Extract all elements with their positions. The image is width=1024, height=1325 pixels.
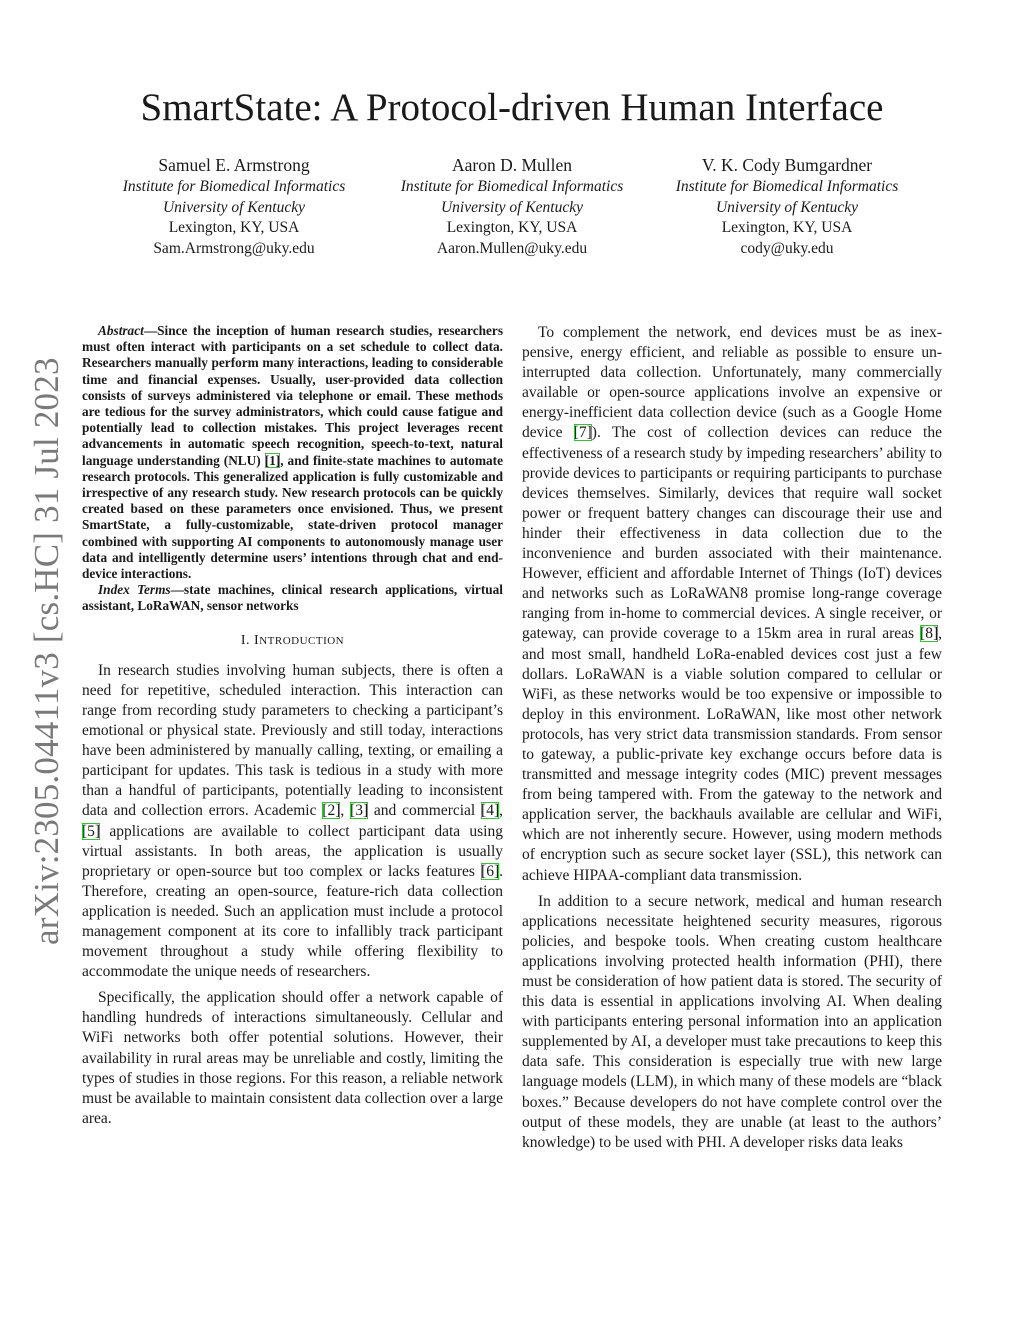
- paragraph-text: and commercial: [368, 802, 482, 820]
- author-university: University of Kentucky: [715, 198, 859, 216]
- abstract-label: Abstract: [98, 323, 144, 338]
- arxiv-identifier-text: arXiv:2305.04411v3 [cs.HC] 31 Jul 2023: [27, 357, 66, 945]
- intro-paragraph: Specifically, the application should offer a network capable of handling hundreds of interactions simultaneously. Cellular and WiFi networks both offer potential solutions. However, their availability in rural areas may be unreliable and costly, limiting the types of studies in those regions. For this reason, a reliable network must be available to maintain consistent data collection over a large area.: [82, 989, 503, 1127]
- citation-link[interactable]: [7]: [573, 424, 592, 442]
- author-institute: Institute for Biomedical Informatics: [400, 178, 624, 195]
- body-paragraph: [522, 323, 942, 886]
- index-terms-text: —state machines, clinical research applications, virtual assistant, LoRaWAN, sensor networks: [82, 582, 503, 614]
- citation-link[interactable]: [2]: [322, 802, 341, 820]
- paragraph-text: ,: [499, 802, 503, 820]
- citation-link[interactable]: [1]: [264, 452, 281, 468]
- author-location: Lexington, KY, USA: [168, 219, 300, 236]
- section-title-initial: I: [254, 632, 260, 648]
- author-location: Lexington, KY, USA: [446, 219, 578, 236]
- author-university: University of Kentucky: [162, 198, 306, 216]
- author-card: [649, 155, 925, 259]
- paragraph-text: To complement the network, end devices must be as inexpensive, energy efficient, and reliable as possible to ensure uninterrupted data collection. Unfortunately, many commercially available or open-source applications involve an expensive or energy-inefficient data collection device (such as a Google Home device: [522, 324, 942, 442]
- paragraph-text: ). The cost of collection devices can reduce the effectiveness of a research study by impeding researchers’ ability to provide devices to participants or requiring participants to purchase devices themselves. Similarly, devices that require wall socket power or frequent battery changes can discourage their use and hinder their effectiveness in data collection due to the inconvenience and burden associated with their maintenance. However, efficient and affordable Internet of Things (IoT) devices and networks such as LoRaWAN8 promise long-range coverage ranging from in-home to commercial devices. A single receiver, or gateway, can provide coverage to a 15km area in rural areas: [522, 424, 942, 643]
- author-location: Lexington, KY, USA: [721, 219, 853, 236]
- author-name: Samuel E. Armstrong: [158, 155, 310, 175]
- index-terms: [82, 582, 503, 614]
- paragraph-text: applications are available to collect participant data using virtual assistants. In both areas, the application is usually proprietary or open-source but too complex or lacks features: [82, 822, 503, 880]
- abstract-text-continued: , and finite-state machines to automate research protocols. This generalized application is fully customizable and irrespective of any research study. New research protocols can be quickly created based on these parameters once envisioned. Thus, we present SmartState, a fully-customizable, state-driven protocol manager combined with supporting AI components to autonomously manage user data and intelligently determine users’ intentions through chat and end-device interactions.: [82, 452, 503, 582]
- citation-link[interactable]: [5]: [82, 822, 101, 840]
- author-email[interactable]: cody@uky.edu: [740, 239, 834, 257]
- right-column: [522, 323, 942, 1153]
- paragraph-text: ,: [340, 802, 351, 820]
- author-name: V. K. Cody Bumgardner: [701, 155, 873, 175]
- citation-link[interactable]: [8]: [920, 625, 939, 643]
- citation-link[interactable]: [4]: [481, 802, 500, 820]
- intro-paragraph: [82, 661, 503, 983]
- section-heading: [82, 631, 503, 651]
- citation-link[interactable]: [6]: [481, 862, 500, 880]
- author-card: [374, 155, 650, 259]
- author-email[interactable]: Aaron.Mullen@uky.edu: [436, 239, 588, 257]
- paragraph-text: In research studies involving human subjects, there is often a need for repetitive, scheduled interaction. This interaction can range from recording study parameters to checking a participant’s emotional or physical state. Previously and still today, interactions have been administered by manually calling, texting, or emailing a participant for updates. This task is tedious in a study with more than a handful of participants, potentially leading to inconsistent data and collection errors. Academic: [82, 661, 503, 820]
- section-number: I.: [240, 632, 251, 648]
- author-university: University of Kentucky: [440, 198, 584, 216]
- paper-title: SmartState: A Protocol-driven Human Interface: [140, 86, 884, 129]
- author-name: Aaron D. Mullen: [451, 155, 573, 175]
- author-email[interactable]: Sam.Armstrong@uky.edu: [153, 239, 315, 257]
- abstract-text: —Since the inception of human research studies, researchers must often interact with participants on a set schedule to collect data. Researchers manually perform many interactions, leading to considerable time and financial expenses. Usually, user-provided data collection consists of surveys administered via telephone or email. These methods are tedious for the survey administrators, which could cause fatigue and potentially lead to collection mistakes. This project leverages recent advancements in automatic speech recognition, speech-to-text, natural language understanding (NLU): [82, 323, 503, 468]
- body-paragraph: In addition to a secure network, medical and human research applications necessitate heightened security measures, rigorous policies, and bespoke tools. When creating custom healthcare applications involving protected health information (PHI), there must be consideration of how patient data is stored. The security of this data is essential in applications involving AI. When dealing with participants entering personal information into an application supplemented by AI, a developer must take precautions to keep this data safe. This consideration is especially true with new large language models (LLM), in which many of these models are “black boxes.” Because developers do not have complete control over the output of these models, they are unable (at least to the authors’ knowledge) to be used with PHI. A developer risks data leaks: [522, 892, 942, 1151]
- paragraph-text: , and most small, handheld LoRa-enabled devices cost just a few dollars. LoRaWAN is a viable solution compared to cellular or WiFi, as these networks would be too expensive or impossible to deploy in this environment. LoRaWAN, like most other network protocols, has very strict data transmission standards. From sensor to gateway, a public-private key exchange occurs before data is transmitted and message integrity codes (MIC) prevent messages from being tampered with. From the gateway to the network and application server, the backhauls available are cellular and WiFi, which are not inherently secure. However, using modern methods of encryption such as secure socket layer (SSL), this network can achieve HIPAA-compliant data transmission.: [522, 625, 942, 884]
- left-column: [82, 323, 503, 1129]
- author-institute: Institute for Biomedical Informatics: [122, 178, 346, 195]
- arxiv-identifier-stamp: [27, 357, 66, 946]
- index-terms-label: Index Terms: [98, 582, 171, 598]
- author-institute: Institute for Biomedical Informatics: [675, 178, 899, 195]
- citation-link[interactable]: [3]: [350, 802, 369, 820]
- paragraph-text: . Therefore, creating an open-source, feature-rich data collection application is needed. Such an application must include a protocol management component at its core to infallibly track participant movement throughout a study while offering flexibility to accommodate the unique needs of researchers.: [82, 862, 503, 981]
- abstract: [82, 323, 503, 582]
- author-card: [96, 155, 372, 259]
- section-title-rest: NTRODUCTION: [259, 634, 345, 647]
